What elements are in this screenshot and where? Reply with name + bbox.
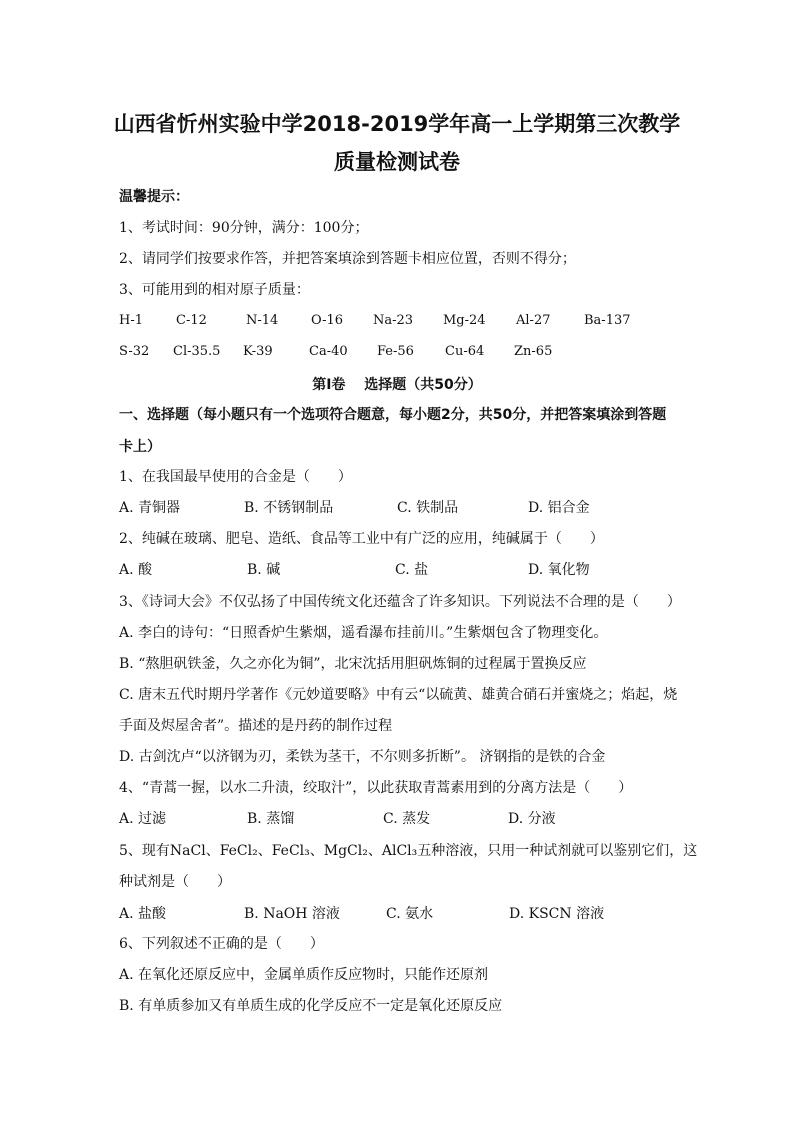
question-stem: 3、《诗词大会》不仅弘扬了中国传统文化还蕴含了许多知识。下列说法不合理的是（ ）	[119, 594, 681, 610]
atomic-mass-entry: H-1	[119, 313, 144, 328]
atomic-mass-entry: Ba-137	[584, 313, 631, 328]
option-a: A. 李白的诗句：“日照香炉生紫烟，遥看瀑布挂前川。”生紫烟包含了物理变化。	[119, 625, 608, 641]
option-c: C. 蒸发	[383, 811, 431, 827]
atomic-mass-entry: C-12	[176, 313, 207, 328]
atomic-mass-entry: Al-27	[516, 313, 551, 328]
option-a: A. 盐酸	[119, 906, 167, 922]
option-a: A. 过滤	[119, 811, 167, 827]
atomic-mass-entry: Ca-40	[309, 344, 348, 359]
atomic-mass-entry: Fe-56	[377, 344, 414, 359]
option-d: D. 古剑沈卢“以济钢为刃，柔铁为茎干，不尔则多折断”。 济钢指的是铁的合金	[119, 749, 606, 765]
atomic-mass-entry: N-14	[246, 313, 279, 328]
atomic-mass-entry: K-39	[243, 344, 273, 359]
option-a: A. 青铜器	[119, 500, 181, 516]
question-stem: 4、“青蒿一握，以水二升渍，绞取汁”，以此获取青蒿素用到的分离方法是（ ）	[119, 780, 633, 796]
tips-heading: 温馨提示：	[119, 189, 189, 205]
option-b: B. “熬胆矾铁釜，久之亦化为铜”，北宋沈括用胆矾炼铜的过程属于置换反应	[119, 656, 587, 672]
section-title: 第Ⅰ卷 选择题（共50分）	[312, 377, 482, 393]
option-c: C. 氨水	[386, 906, 434, 922]
atomic-mass-entry: Na-23	[373, 313, 414, 328]
question-stem-continued: 种试剂是（ ）	[119, 874, 231, 890]
exam-title-line2: 质量检测试卷	[334, 150, 460, 174]
tip-item: 2、请同学们按要求作答，并把答案填涂到答题卡相应位置，否则不得分；	[119, 251, 576, 267]
atomic-mass-entry: S-32	[119, 344, 150, 359]
option-d: D. 分液	[508, 811, 556, 827]
question-stem: 2、纯碱在玻璃、肥皂、造纸、食品等工业中有广泛的应用，纯碱属于（ ）	[119, 531, 604, 547]
option-c-continued: 手面及烬屋舍者”。描述的是丹药的制作过程	[119, 718, 393, 734]
option-b: B. 蒸馏	[247, 811, 295, 827]
tip-item: 1、考试时间：90分钟，满分：100分；	[119, 220, 369, 236]
tip-item: 3、可能用到的相对原子质量：	[119, 282, 310, 298]
option-d: D. 铝合金	[528, 500, 590, 516]
atomic-mass-entry: Mg-24	[443, 313, 486, 328]
option-d: D. 氧化物	[528, 562, 590, 578]
option-a: A. 酸	[119, 562, 153, 578]
option-d: D. KSCN 溶液	[509, 906, 605, 922]
option-b: B. 有单质参加又有单质生成的化学反应不一定是氧化还原反应	[119, 998, 503, 1014]
part-heading-line2: 卡上）	[119, 439, 161, 455]
atomic-mass-entry: Zn-65	[514, 344, 553, 359]
atomic-mass-entry: O-16	[311, 313, 344, 328]
exam-title-line1: 山西省忻州实验中学2018-2019学年高一上学期第三次教学	[113, 112, 681, 136]
option-b: B. 碱	[247, 562, 281, 578]
question-stem: 6、下列叙述不正确的是（ ）	[119, 936, 324, 952]
option-c: C. 盐	[395, 562, 429, 578]
part-heading-line1: 一、选择题（每小题只有一个选项符合题意，每小题2分，共50分，并把答案填涂到答题	[119, 407, 667, 423]
option-c: C. 铁制品	[397, 500, 459, 516]
option-b: B. 不锈钢制品	[244, 500, 334, 516]
atomic-mass-entry: Cl-35.5	[173, 344, 221, 359]
option-b: B. NaOH 溶液	[244, 906, 340, 922]
question-stem: 5、现有NaCl、FeCl₂、FeCl₃、MgCl₂、AlCl₃五种溶液，只用一种试剂就可以鉴别它们，这	[119, 843, 698, 859]
option-c: C. 唐末五代时期丹学著作《元妙道要略》中有云“以硫黄、雄黄合硝石并蜜烧之；焰起，烧	[119, 687, 678, 703]
question-stem: 1、在我国最早使用的合金是（ ）	[119, 469, 352, 485]
atomic-mass-entry: Cu-64	[445, 344, 485, 359]
option-a: A. 在氧化还原反应中，金属单质作反应物时，只能作还原剂	[119, 967, 489, 983]
